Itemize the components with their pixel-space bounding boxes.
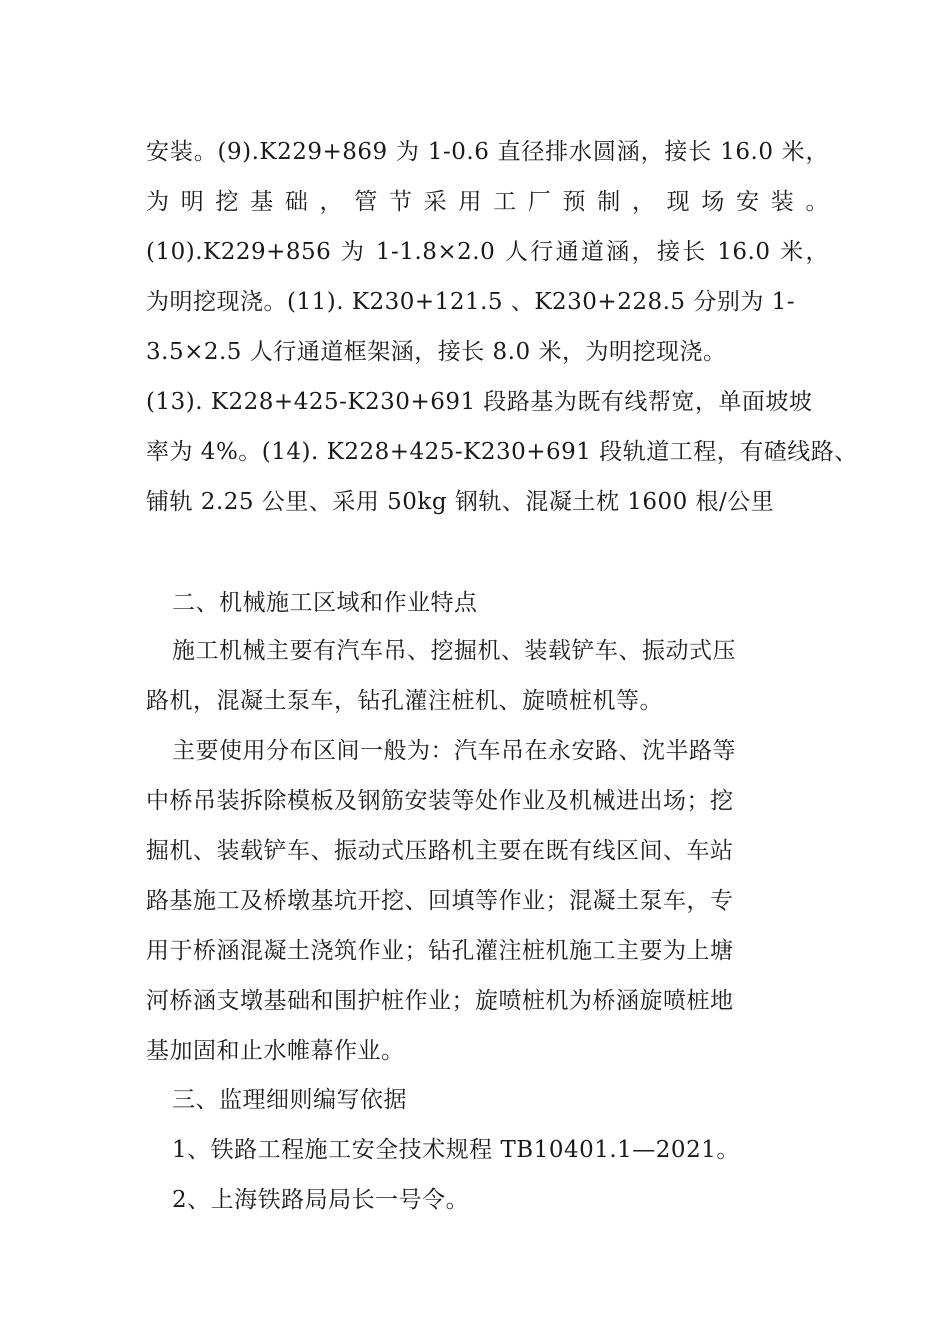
list-item: 2、上海铁路局局长一号令。 [172, 1187, 470, 1213]
text-line: 铺轨 2.25 公里、采用 50kg 钢轨、混凝土枕 1600 根/公里 [146, 489, 775, 515]
text-line: (13). K228+425-K230+691 段路基为既有线帮宽，单面坡坡 [146, 389, 813, 415]
text-line: 率为 4%。(14). K228+425-K230+691 段轨道工程，有碴线路、 [146, 439, 858, 465]
section-heading: 三、监理细则编写依据 [172, 1087, 407, 1113]
text-line: (10).K229+856 为 1-1.8×2.0 人行通道涵，接长 16.0 米， [146, 239, 829, 265]
section-heading: 二、机械施工区域和作业特点 [172, 590, 478, 616]
text-line: 施工机械主要有汽车吊、挖掘机、装载铲车、振动式压 [172, 638, 736, 664]
list-item: 1、铁路工程施工安全技术规程 TB10401.1—2021。 [172, 1137, 740, 1163]
text-line: 掘机、装载铲车、振动式压路机主要在既有线区间、车站 [146, 838, 734, 864]
text-line: 用于桥涵混凝土浇筑作业；钻孔灌注桩机施工主要为上塘 [146, 938, 734, 964]
text-line: 3.5×2.5 人行通道框架涵，接长 8.0 米，为明挖现浇。 [146, 339, 727, 365]
text-line: 主要使用分布区间一般为：汽车吊在永安路、沈半路等 [172, 738, 736, 764]
text-line: 为 明 挖 基 础 ， 管 节 采 用 工 厂 预 制 ， 现 场 安 装 。 [146, 189, 829, 215]
text-line: 河桥涵支墩基础和围护桩作业；旋喷桩机为桥涵旋喷桩地 [146, 988, 734, 1014]
text-line: 为明挖现浇。(11). K230+121.5 、K230+228.5 分别为 1- [146, 289, 796, 315]
text-line: 中桥吊装拆除模板及钢筋安装等处作业及机械进出场；挖 [146, 788, 734, 814]
text-line: 基加固和止水帷幕作业。 [146, 1038, 405, 1064]
text-line: 路基施工及桥墩基坑开挖、回填等作业；混凝土泵车，专 [146, 888, 734, 914]
text-line: 路机，混凝土泵车，钻孔灌注桩机、旋喷桩机等。 [146, 688, 663, 714]
text-line: 安装。(9).K229+869 为 1-0.6 直径排水圆涵，接长 16.0 米， [146, 139, 829, 165]
